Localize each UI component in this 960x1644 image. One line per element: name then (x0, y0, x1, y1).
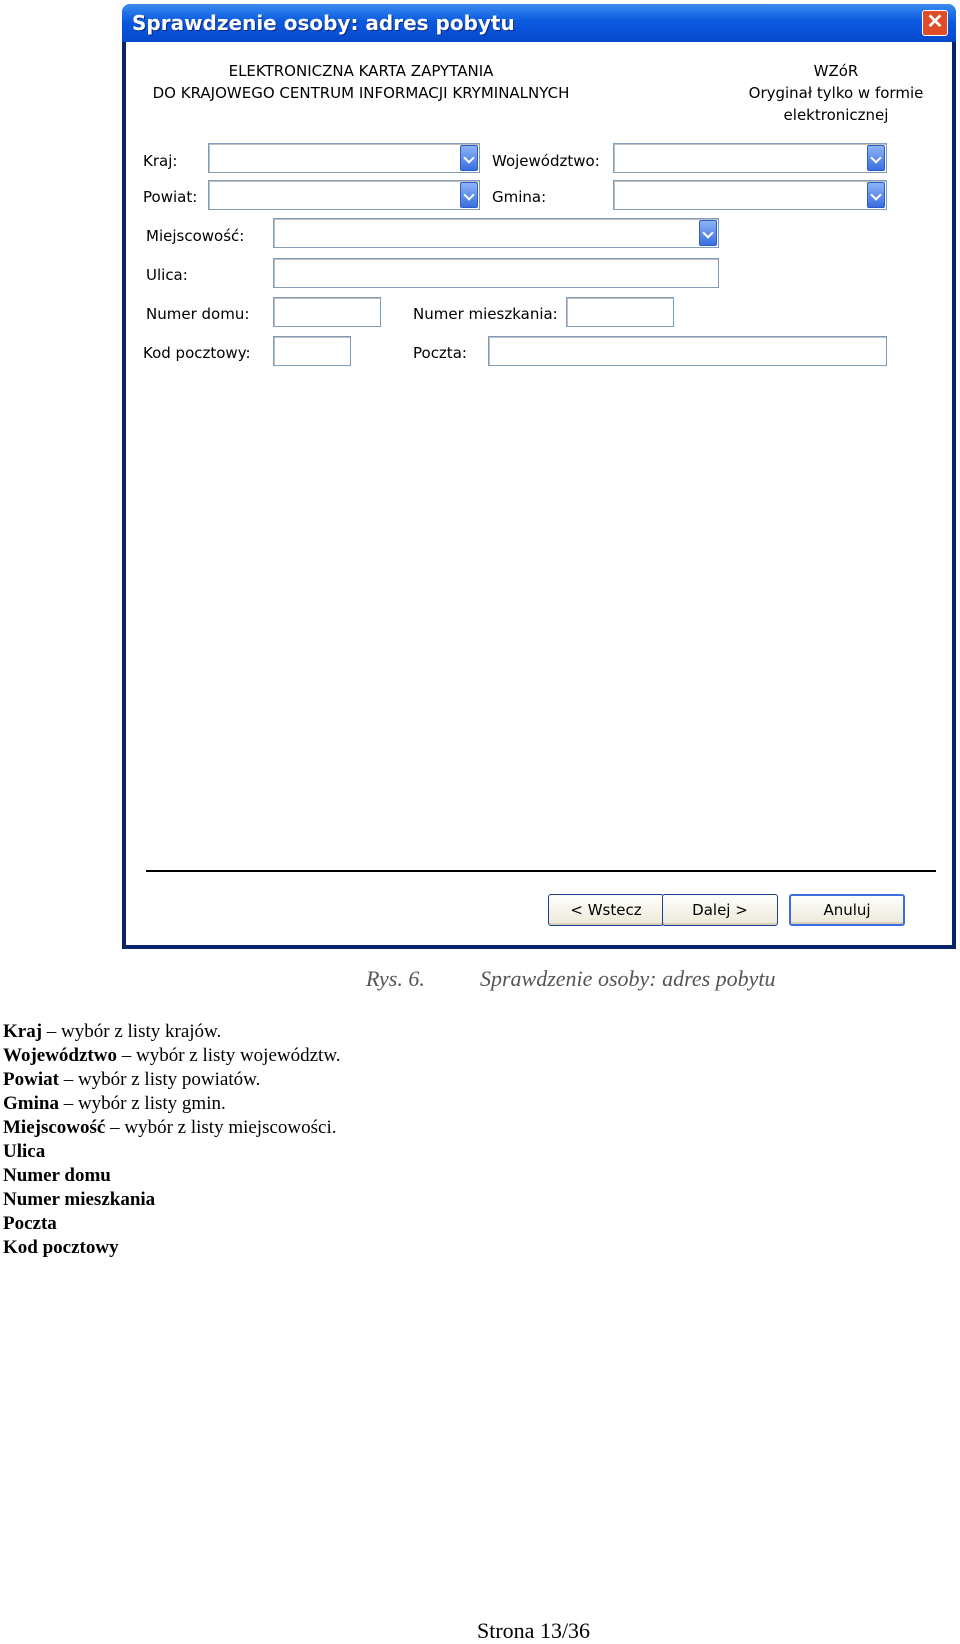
desc-gmina (3, 1092, 226, 1116)
desc-term: Województwo (3, 1045, 117, 1066)
numer-mieszkania-input[interactable] (566, 297, 674, 327)
gmina-label: Gmina: (492, 188, 547, 206)
desc-numer-domu (3, 1164, 111, 1188)
kraj-label: Kraj: (143, 152, 178, 170)
desc-ulica (3, 1140, 45, 1164)
figure-caption: Sprawdzenie osoby: adres pobytu (480, 966, 776, 991)
ulica-input[interactable] (273, 258, 719, 288)
miejscowosc-combobox[interactable] (273, 218, 719, 248)
header-left-line2: DO KRAJOWEGO CENTRUM INFORMACJI KRYMINALNYCH (152, 84, 570, 102)
header-right-line1: WZóR (813, 62, 859, 80)
desc-term: Ulica (3, 1141, 46, 1162)
header-right-line3: elektronicznej (783, 106, 889, 124)
desc-text: – wybór z listy miejscowości. (105, 1117, 337, 1138)
miejscowosc-label: Miejscowość: (146, 227, 245, 245)
desc-term: Gmina (3, 1093, 59, 1114)
poczta-label: Poczta: (413, 344, 467, 362)
header-left-line1: ELEKTRONICZNA KARTA ZAPYTANIA (228, 62, 494, 80)
desc-term: Numer mieszkania (3, 1189, 156, 1210)
numer-domu-input[interactable] (273, 297, 381, 327)
desc-kraj (3, 1020, 221, 1044)
desc-text: – wybór z listy województw. (116, 1045, 341, 1066)
back-button[interactable]: < Wstecz (548, 894, 664, 926)
desc-term: Numer domu (3, 1165, 111, 1186)
powiat-combobox[interactable] (208, 180, 480, 210)
wojewodztwo-label: Województwo: (492, 152, 600, 170)
kod-pocztowy-label: Kod pocztowy: (143, 344, 251, 362)
desc-powiat (3, 1068, 260, 1092)
header-right-line2: Oryginał tylko w formie (748, 84, 924, 102)
dialog-client-area (126, 42, 952, 945)
close-icon[interactable]: ✕ (922, 10, 948, 36)
numer-mieszkania-label: Numer mieszkania: (413, 305, 558, 323)
ulica-label: Ulica: (146, 266, 188, 284)
button-separator (146, 870, 936, 872)
chevron-down-icon[interactable] (867, 145, 885, 171)
kraj-combobox[interactable] (208, 143, 480, 173)
poczta-input[interactable] (488, 336, 887, 366)
numer-domu-label: Numer domu: (146, 305, 250, 323)
figure-number: Rys. 6. (366, 966, 425, 991)
desc-numer-mieszkania (3, 1188, 155, 1212)
powiat-label: Powiat: (143, 188, 198, 206)
chevron-down-icon[interactable] (867, 182, 885, 208)
desc-kod-pocztowy (3, 1236, 119, 1260)
wojewodztwo-combobox[interactable] (613, 143, 887, 173)
desc-term: Miejscowość (3, 1117, 106, 1138)
desc-wojewodztwo (3, 1044, 341, 1068)
title-bar[interactable] (122, 4, 956, 42)
kod-pocztowy-input[interactable] (273, 336, 351, 366)
dialog-window (122, 4, 956, 949)
chevron-down-icon[interactable] (460, 145, 478, 171)
desc-term: Kraj (3, 1021, 43, 1042)
desc-term: Powiat (3, 1069, 59, 1090)
chevron-down-icon[interactable] (460, 182, 478, 208)
desc-text: – wybór z listy powiatów. (58, 1069, 261, 1090)
form-header-right (716, 60, 956, 126)
desc-poczta (3, 1212, 57, 1236)
next-button[interactable]: Dalej > (662, 894, 778, 926)
desc-term: Kod pocztowy (3, 1237, 119, 1258)
cancel-button[interactable]: Anuluj (789, 894, 905, 926)
chevron-down-icon[interactable] (699, 220, 717, 246)
page-number: Strona 13/36 (477, 1618, 591, 1643)
desc-text: – wybór z listy krajów. (42, 1021, 222, 1042)
gmina-combobox[interactable] (613, 180, 887, 210)
form-header-left (146, 60, 576, 104)
desc-text: – wybór z listy gmin. (58, 1093, 226, 1114)
window-title: Sprawdzenie osoby: adres pobytu (132, 11, 515, 35)
desc-term: Poczta (3, 1213, 57, 1234)
desc-miejscowosc (3, 1116, 337, 1140)
